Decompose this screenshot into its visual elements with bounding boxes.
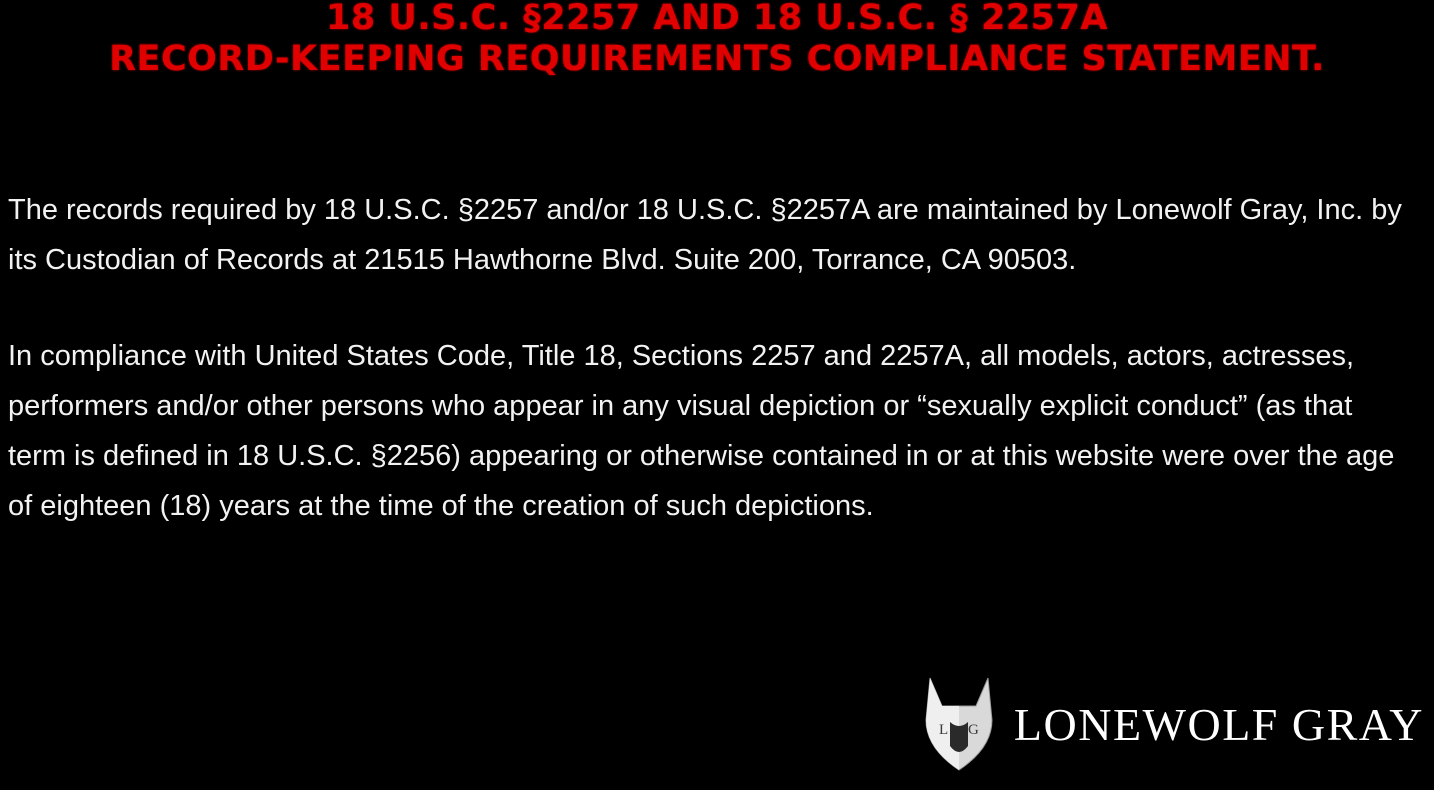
brand-footer [920, 676, 1424, 772]
statement-paragraph-2: In compliance with United States Code, Title 18, Sections 2257 and 2257A, all models, actors, actresses, performers and/or other persons who appear in any visual depiction or “sexually explicit conduct” (as that term is defined in 18 U.S.C. §2256) appearing or otherwise contained in or at this website were over the age of eighteen (18) years at the time of the creation of such depictions. [8, 340, 1395, 522]
svg-text:L: L [938, 722, 949, 738]
page-title-line-1: 18 U.S.C. §2257 AND 18 U.S.C. § 2257A [326, 0, 1108, 38]
page-title [0, 0, 1434, 81]
brand-name: LONEWOLF GRAY [1013, 698, 1424, 750]
page-title-line-2: RECORD-KEEPING REQUIREMENTS COMPLIANCE STATEMENT. [109, 39, 1325, 80]
wolf-head-logo-icon [920, 676, 998, 772]
statement-body [8, 185, 1418, 531]
statement-paragraph-1: The records required by 18 U.S.C. §2257 and/or 18 U.S.C. §2257A are maintained by Lonewolf Gray, Inc. by its Custodian of Records at 21515 Hawthorne Blvd. Suite 200, Torrance, CA 90503. [8, 194, 1402, 276]
svg-text:G: G [967, 722, 979, 738]
